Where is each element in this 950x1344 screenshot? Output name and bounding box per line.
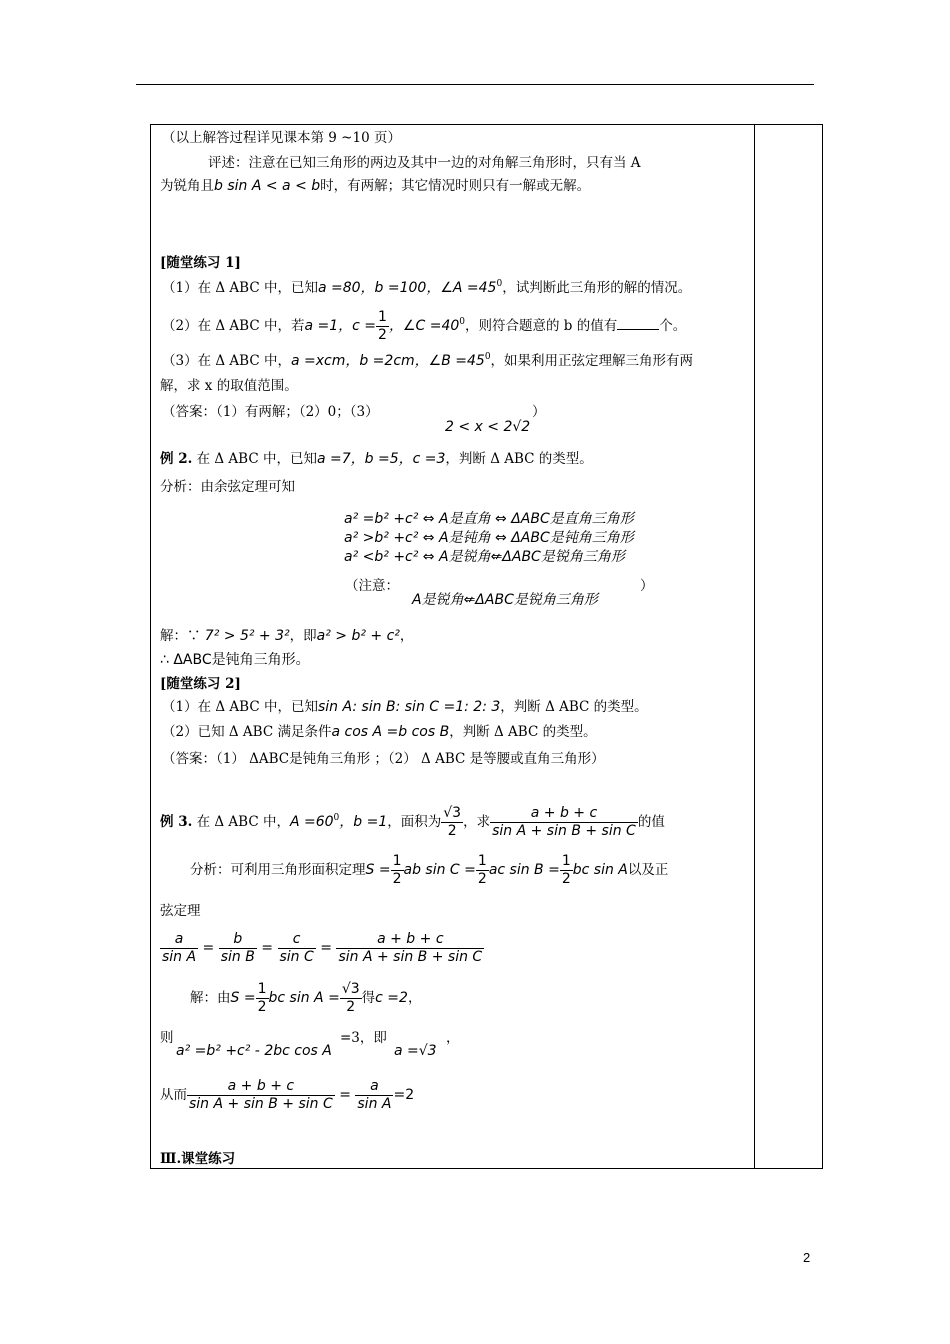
practice-1-q1: （1）在 Δ ABC 中，已知a =80，b =100，∠A $=45^0$，试判断此三角形的解的情况。 <box>162 279 692 296</box>
example-3-then-end: ， <box>446 1030 460 1046</box>
example-2-solution-2: ∴ ΔABC是钝角三角形。 <box>160 652 310 668</box>
example-2-eq-acute: a² <b² +c² ⇔ A是锐角⇍ΔABC是锐角三角形 <box>344 549 625 565</box>
practice-1-q2: （2）在 Δ ABC 中，若a =1，c = $\frac{1}{2}$ ，∠C $=40^0$，则符合题意的 b 的值有 个。 <box>162 309 687 343</box>
practice-1-answer-close: ） <box>532 404 546 420</box>
textbook-reference: （以上解答过程详见课本第 9 ~10 页） <box>162 130 401 146</box>
example-2-solution-1: 解：∵ 7² > 5² + 3²，即a² > b² + c²， <box>160 628 414 644</box>
practice-2-q1: （1）在 Δ ABC 中，已知sin A: sin B: sin C =1: 2: 3，判断 Δ ABC 的类型。 <box>162 699 648 715</box>
example-2-note-open: （注意： <box>345 578 399 594</box>
comment-line-1: 评述：注意在已知三角形的两边及其中一边的对角解三角形时，只有当 A <box>208 155 641 171</box>
practice-1-answer-math: 2 < x < 2√2 <box>445 419 531 435</box>
practice-1-answer-prefix: （答案：（1）有两解；（2）0；（3） <box>162 404 379 420</box>
example-3-conclusion: 从而 $\frac{a + b + c}{\text{sin A + sin B + sin C}}$ = $\frac{a}{\text{sin A}}$ =2 <box>160 1078 415 1112</box>
example-2-note-close: ） <box>640 578 654 594</box>
example-2-eq-right: a² =b² +c² ⇔ A是直角 ⇔ ΔABC是直角三角形 <box>344 511 634 527</box>
example-3-analysis-line2: 弦定理 <box>160 903 201 919</box>
example-3-a-value: a =√3 <box>394 1043 437 1059</box>
example-3-then-value: =3，即 <box>340 1030 387 1046</box>
example-2-eq-obtuse: a² >b² +c² ⇔ A是钝角 ⇔ ΔABC是钝角三角形 <box>344 530 634 546</box>
example-3-cosine-law: a² =b² +c² - 2bc cos A <box>176 1043 332 1059</box>
example-3-then-label: 则 <box>160 1030 174 1046</box>
side-column-divider <box>754 124 755 1169</box>
example-3-analysis: 分析：可利用三角形面积定理S = $\frac{1}{2}$ ab sin C = $\frac{1}{2}$ ac sin B = $\frac{1}{2}$ bc sin A以及正 <box>190 853 669 887</box>
example-2-problem: 例 2. 在 Δ ABC 中，已知a =7，b =5，c =3，判断 Δ ABC 的类型。 <box>160 451 593 467</box>
practice-1-q3: （3）在 Δ ABC 中，a =xcm，b =2cm，∠B $=45^0$，如果利用正弦定理解三角形有两 <box>162 352 694 369</box>
page-number: 2 <box>803 1250 811 1265</box>
sine-law: $\frac{a}{\text{sin A}}$ = $\frac{b}{\text{sin B}}$ = $\frac{c}{\text{sin C}}$ = $\frac{a + b + c}{\text{sin A + sin B + sin C}}$ <box>162 931 483 965</box>
example-3-solution: 解：由S = $\frac{1}{2}$ bc sin A = $\frac{√3}{2}$ 得c =2， <box>190 981 422 1015</box>
comment-line-2: 为锐角且b sin A < a < b时，有两解；其它情况时则只有一解或无解。 <box>160 178 591 194</box>
practice-2-q2: （2）已知 Δ ABC 满足条件a cos A =b cos B，判断 Δ ABC 的类型。 <box>162 724 597 740</box>
example-2-analysis: 分析：由余弦定理可知 <box>160 479 295 495</box>
header-rule <box>136 84 814 85</box>
practice-2-answer: （答案：（1） ΔABC是钝角三角形 ；（2） Δ ABC 是等腰或直角三角形） <box>162 751 605 767</box>
practice-1-title: [随堂练习 1] <box>160 255 241 271</box>
practice-1-q3-line2: 解，求 x 的取值范围。 <box>160 378 298 394</box>
section-3-heading: Ⅲ.课堂练习 <box>160 1151 236 1167</box>
practice-2-title: [随堂练习 2] <box>160 676 241 692</box>
example-2-note-math: A是锐角⇍ΔABC是锐角三角形 <box>412 592 598 608</box>
example-3-problem: 例 3. 在 Δ ABC 中，$A =60^0$，b =1，面积为 $\frac{√3}{2}$ ，求 $\frac{a + b + c}{\text{sin A + sin B + sin C}}$ 的值 <box>160 805 665 839</box>
